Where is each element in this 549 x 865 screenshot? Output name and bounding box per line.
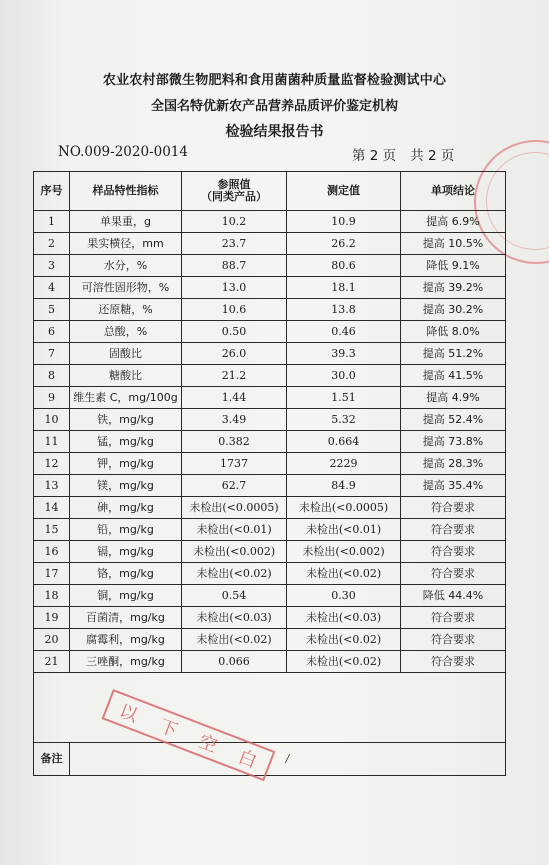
results-table	[33, 171, 506, 776]
cell-reference: 0.382	[182, 431, 287, 453]
cell-measured: 10.9	[287, 211, 401, 233]
cell-measured: 未检出(<0.02)	[287, 651, 401, 673]
table-row	[34, 453, 506, 475]
cell-item: 百菌清，mg/kg	[70, 607, 182, 629]
cell-conclusion: 提高 39.2%	[401, 277, 506, 299]
table-row	[34, 475, 506, 497]
cell-item: 铬，mg/kg	[70, 563, 182, 585]
header-reference-line1: 参照值	[217, 178, 251, 191]
header-measured: 测定值	[287, 172, 401, 211]
cell-measured: 18.1	[287, 277, 401, 299]
cell-no: 13	[34, 475, 70, 497]
table-row	[34, 299, 506, 321]
cell-conclusion: 提高 28.3%	[401, 453, 506, 475]
page-current: 第 2 页	[352, 148, 397, 164]
table-row	[34, 277, 506, 299]
cell-conclusion: 符合要求	[401, 607, 506, 629]
page-total: 共 2 页	[410, 148, 455, 164]
cell-conclusion: 符合要求	[401, 519, 506, 541]
table-row	[34, 541, 506, 563]
cell-measured: 1.51	[287, 387, 401, 409]
cell-reference: 未检出(<0.0005)	[182, 497, 287, 519]
cell-item: 镁，mg/kg	[70, 475, 182, 497]
table-row	[34, 321, 506, 343]
cell-item: 铁，mg/kg	[70, 409, 182, 431]
cell-conclusion: 降低 9.1%	[401, 255, 506, 277]
cell-measured: 未检出(<0.01)	[287, 519, 401, 541]
cell-conclusion: 符合要求	[401, 497, 506, 519]
cell-no: 5	[34, 299, 70, 321]
cell-conclusion: 降低 8.0%	[401, 321, 506, 343]
cell-reference: 未检出(<0.002)	[182, 541, 287, 563]
table-row	[34, 387, 506, 409]
cell-conclusion: 提高 41.5%	[401, 365, 506, 387]
cell-reference: 0.066	[182, 651, 287, 673]
cell-measured: 0.46	[287, 321, 401, 343]
cell-reference: 0.54	[182, 585, 287, 607]
stamp-char: 白	[235, 746, 260, 773]
cell-no: 15	[34, 519, 70, 541]
cell-no: 20	[34, 629, 70, 651]
cell-no: 11	[34, 431, 70, 453]
cell-item: 还原糖，%	[70, 299, 182, 321]
cell-conclusion: 提高 6.9%	[401, 211, 506, 233]
cell-conclusion: 符合要求	[401, 629, 506, 651]
cell-measured: 未检出(<0.002)	[287, 541, 401, 563]
cell-measured: 80.6	[287, 255, 401, 277]
table-row	[34, 651, 506, 673]
cell-no: 18	[34, 585, 70, 607]
cell-measured: 84.9	[287, 475, 401, 497]
table-row	[34, 519, 506, 541]
cell-measured: 0.664	[287, 431, 401, 453]
issuer-line-1: 农业农村部微生物肥料和食用菌菌种质量监督检验测试中心	[102, 73, 447, 88]
cell-no: 14	[34, 497, 70, 519]
cell-no: 16	[34, 541, 70, 563]
cell-no: 1	[34, 211, 70, 233]
cell-reference: 10.6	[182, 299, 287, 321]
cell-no: 21	[34, 651, 70, 673]
cell-no: 2	[34, 233, 70, 255]
cell-measured: 未检出(<0.02)	[287, 563, 401, 585]
cell-reference: 未检出(<0.03)	[182, 607, 287, 629]
table-row	[34, 497, 506, 519]
cell-measured: 26.2	[287, 233, 401, 255]
cell-conclusion: 提高 51.2%	[401, 343, 506, 365]
cell-conclusion: 提高 52.4%	[401, 409, 506, 431]
cell-measured: 5.32	[287, 409, 401, 431]
cell-no: 10	[34, 409, 70, 431]
cell-item: 三唑酮，mg/kg	[70, 651, 182, 673]
cell-item: 单果重，g	[70, 211, 182, 233]
cell-reference: 23.7	[182, 233, 287, 255]
cell-measured: 13.8	[287, 299, 401, 321]
header-seq: 序号	[34, 172, 70, 211]
table-row	[34, 629, 506, 651]
table-header-row	[34, 172, 506, 211]
cell-conclusion: 提高 4.9%	[401, 387, 506, 409]
issuer-line-2: 全国名特优新农产品营养品质评价鉴定机构	[150, 99, 398, 114]
cell-item: 腐霉利，mg/kg	[70, 629, 182, 651]
table-row	[34, 211, 506, 233]
cell-conclusion: 符合要求	[401, 651, 506, 673]
cell-no: 7	[34, 343, 70, 365]
cell-reference: 62.7	[182, 475, 287, 497]
cell-reference: 3.49	[182, 409, 287, 431]
cell-reference: 未检出(<0.01)	[182, 519, 287, 541]
table-row	[34, 607, 506, 629]
cell-item: 水分，%	[70, 255, 182, 277]
cell-conclusion: 提高 73.8%	[401, 431, 506, 453]
cell-no: 12	[34, 453, 70, 475]
cell-item: 镉，mg/kg	[70, 541, 182, 563]
blank-area-row	[34, 673, 506, 743]
cell-item: 总酸，%	[70, 321, 182, 343]
cell-reference: 0.50	[182, 321, 287, 343]
cell-conclusion: 提高 10.5%	[401, 233, 506, 255]
cell-conclusion: 提高 35.4%	[401, 475, 506, 497]
cell-item: 可溶性固形物，%	[70, 277, 182, 299]
cell-conclusion: 降低 44.4%	[401, 585, 506, 607]
cell-item: 铅，mg/kg	[70, 519, 182, 541]
cell-measured: 30.0	[287, 365, 401, 387]
cell-conclusion: 符合要求	[401, 541, 506, 563]
table-row	[34, 365, 506, 387]
document-title: 检验结果报告书	[225, 124, 324, 140]
cell-item: 砷，mg/kg	[70, 497, 182, 519]
cell-item: 锰，mg/kg	[70, 431, 182, 453]
cell-no: 6	[34, 321, 70, 343]
cell-no: 19	[34, 607, 70, 629]
cell-reference: 88.7	[182, 255, 287, 277]
header-reference-line2: （同类产品）	[201, 190, 267, 203]
cell-item: 果实横径，mm	[70, 233, 182, 255]
stamp-char: 下	[155, 715, 181, 742]
cell-item: 铜，mg/kg	[70, 585, 182, 607]
header-item: 样品特性指标	[70, 172, 182, 211]
cell-no: 8	[34, 365, 70, 387]
cell-reference: 13.0	[182, 277, 287, 299]
table-row	[34, 431, 506, 453]
cell-item: 固酸比	[70, 343, 182, 365]
cell-item: 糖酸比	[70, 365, 182, 387]
table-row	[34, 409, 506, 431]
table-row	[34, 343, 506, 365]
table-row	[34, 233, 506, 255]
cell-no: 3	[34, 255, 70, 277]
cell-reference: 1737	[182, 453, 287, 475]
blank-area-cell	[34, 673, 506, 743]
cell-measured: 0.30	[287, 585, 401, 607]
remark-value: /	[70, 743, 506, 776]
cell-reference: 1.44	[182, 387, 287, 409]
table-row	[34, 255, 506, 277]
header-conclusion: 单项结论	[401, 172, 506, 211]
cell-no: 9	[34, 387, 70, 409]
cell-measured: 未检出(<0.02)	[287, 629, 401, 651]
stamp-char: 以	[116, 700, 141, 727]
cell-conclusion: 符合要求	[401, 563, 506, 585]
cell-reference: 未检出(<0.02)	[182, 563, 287, 585]
cell-measured: 未检出(<0.0005)	[287, 497, 401, 519]
cell-no: 17	[34, 563, 70, 585]
remark-label: 备注	[34, 743, 70, 776]
cell-reference: 26.0	[182, 343, 287, 365]
cell-reference: 10.2	[182, 211, 287, 233]
report-number: NO.009-2020-0014	[58, 144, 188, 160]
cell-conclusion: 提高 30.2%	[401, 299, 506, 321]
cell-item: 钾，mg/kg	[70, 453, 182, 475]
header-reference	[182, 172, 287, 211]
cell-measured: 2229	[287, 453, 401, 475]
cell-reference: 未检出(<0.02)	[182, 629, 287, 651]
cell-no: 4	[34, 277, 70, 299]
table-row	[34, 585, 506, 607]
stamp-char: 空	[195, 731, 220, 758]
page-info	[352, 144, 468, 164]
cell-measured: 未检出(<0.03)	[287, 607, 401, 629]
cell-measured: 39.3	[287, 343, 401, 365]
cell-reference: 21.2	[182, 365, 287, 387]
cell-item: 维生素 C，mg/100g	[70, 387, 182, 409]
table-row	[34, 563, 506, 585]
